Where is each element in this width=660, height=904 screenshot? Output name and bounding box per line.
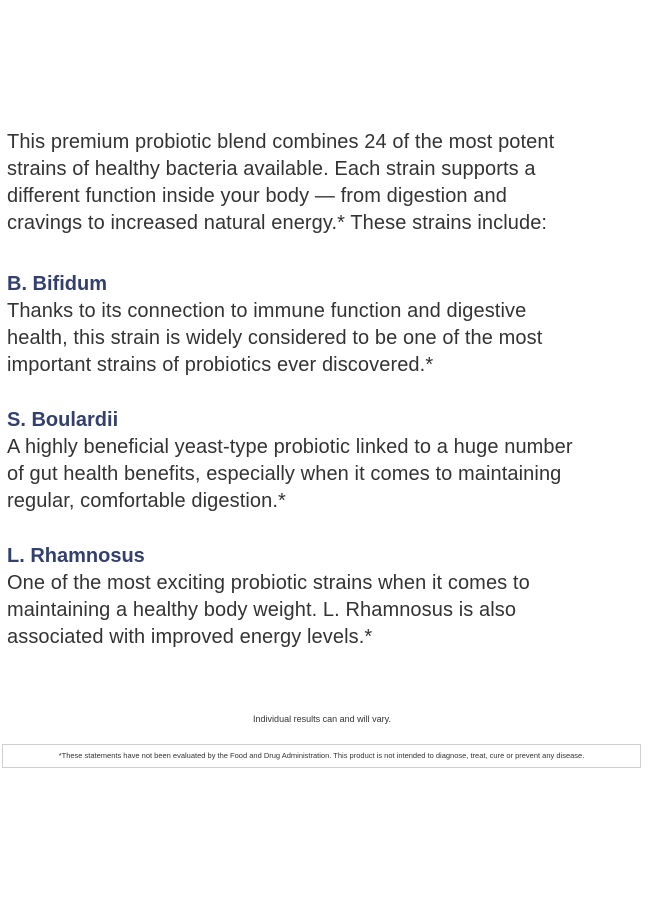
strain-title: S. Boulardii: [7, 409, 119, 431]
intro-line: different function inside your body — from digestion and: [7, 185, 507, 207]
intro-line: This premium probiotic blend combines 24 of the most potent: [7, 131, 555, 153]
strain-section-boulardii: [7, 407, 659, 515]
intro-paragraph: [7, 129, 659, 237]
strain-description-line: important strains of probiotics ever discovered.*: [7, 354, 434, 376]
strain-description-line: associated with improved energy levels.*: [7, 626, 373, 648]
fda-disclaimer: *These statements have not been evaluated by the Food and Drug Administration. This product is not intended to diagnose, treat, cure or prevent any disease.: [2, 744, 641, 768]
results-note: Individual results can and will vary.: [253, 714, 391, 724]
strain-title: L. Rhamnosus: [7, 545, 145, 567]
strain-description-line: regular, comfortable digestion.*: [7, 490, 286, 512]
strain-description-line: health, this strain is widely considered to be one of the most: [7, 327, 543, 349]
strain-title: B. Bifidum: [7, 273, 107, 295]
strain-section-bifidum: [7, 271, 659, 379]
strain-description-line: of gut health benefits, especially when it comes to maintaining: [7, 463, 562, 485]
intro-line: strains of healthy bacteria available. Each strain supports a: [7, 158, 536, 180]
intro-line: cravings to increased natural energy.* These strains include:: [7, 212, 548, 234]
strain-description-line: A highly beneficial yeast-type probiotic linked to a huge number: [7, 436, 573, 458]
strain-description-line: maintaining a healthy body weight. L. Rhamnosus is also: [7, 599, 517, 621]
strain-description-line: Thanks to its connection to immune function and digestive: [7, 300, 527, 322]
strain-section-rhamnosus: [7, 543, 659, 651]
strain-description-line: One of the most exciting probiotic strains when it comes to: [7, 572, 530, 594]
